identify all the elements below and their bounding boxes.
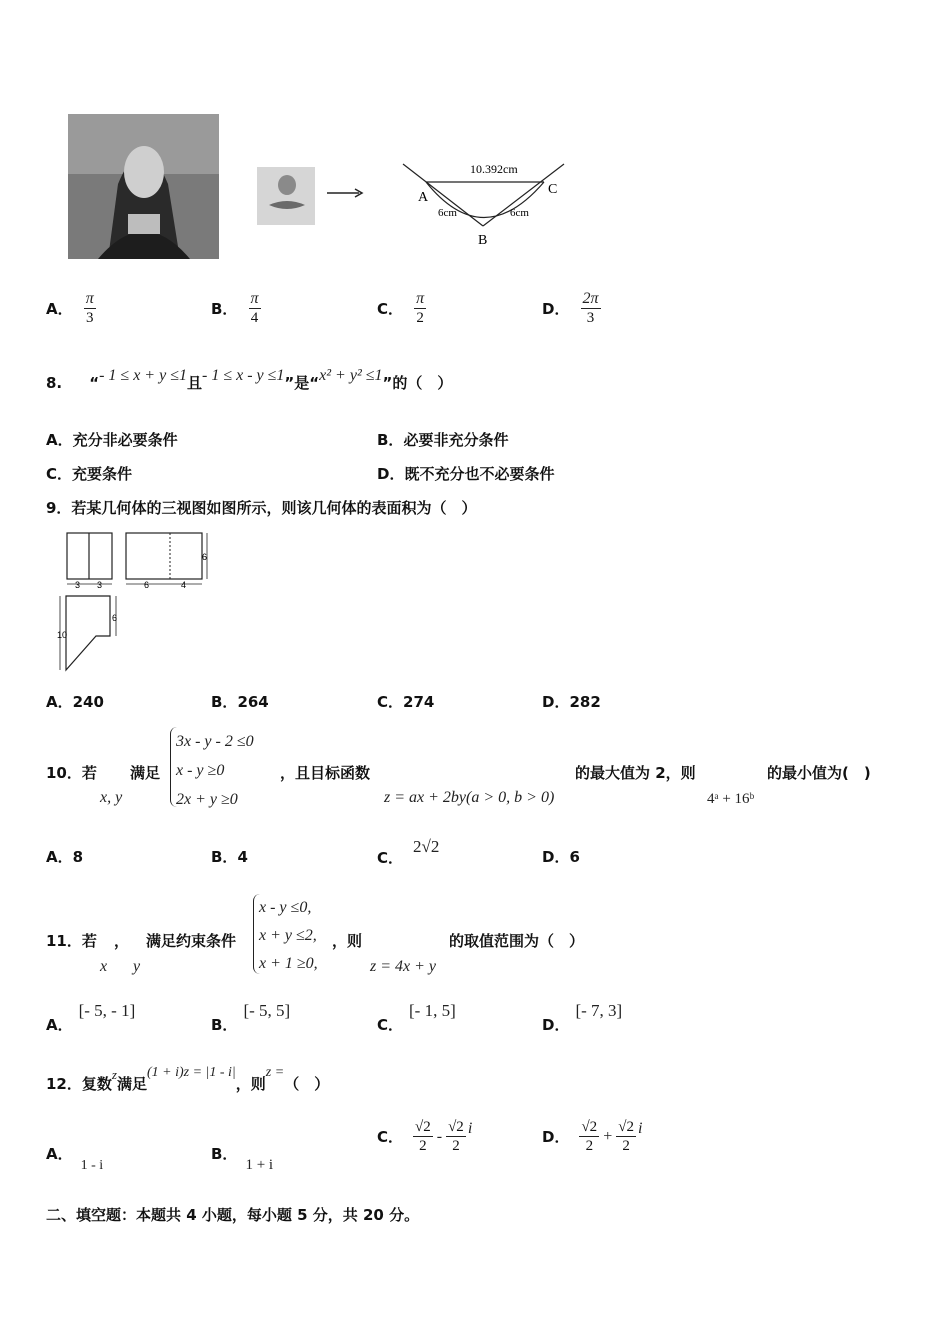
condition-1: - 1 ≤ x + y ≤1 [99,367,187,384]
side-bc-label: 6cm [510,207,529,219]
numerator: 2π [582,290,599,307]
operator: + [603,1127,613,1145]
var-z: z [111,1067,117,1082]
q11-objective: z = 4x + y [370,958,437,975]
q7-option-b[interactable] [211,290,261,327]
option-text: 6 [569,848,580,866]
q7-option-a[interactable] [46,290,96,327]
q11-number: 11．若 [46,932,97,950]
mouth-closeup-image [257,167,315,225]
ask-z: z = [265,1065,285,1080]
imaginary-unit: i [467,1119,473,1137]
numerator: √2 [581,1119,598,1135]
q10-tail: 的最小值为( ) [767,764,871,782]
q10-option-a[interactable] [46,846,83,867]
q11-var-x: x [100,958,108,975]
fraction [446,1118,466,1155]
quote-close: ” [284,374,295,392]
dim-front-b: 3 [97,580,103,590]
operator: - [436,1127,443,1145]
option-text: 充分非必要条件 [72,431,178,449]
option-label: B． [211,848,238,866]
option-label: A． [46,848,73,866]
option-label: B． [211,693,238,711]
q10-option-b[interactable] [211,846,248,867]
numerator: π [416,290,425,307]
option-text: 1 - i [80,1158,104,1173]
fraction [249,290,261,327]
constraint: x - y ≤0, [259,899,312,916]
q11-option-c[interactable] [377,1000,456,1034]
fraction [579,1118,599,1155]
constraint: 2x + y ≥0 [176,791,238,808]
option-text: [- 1, 5] [409,1001,456,1020]
then-text: ，则 [235,1075,266,1093]
q8-option-a[interactable] [46,429,178,450]
q8-option-c[interactable] [46,463,132,484]
q11-system [259,894,318,978]
q11-then: ，则 [332,932,363,950]
option-label: D． [542,693,570,711]
option-text: 282 [569,693,601,711]
numerator: √2 [415,1119,431,1135]
q7-option-d[interactable] [542,290,601,327]
fraction [413,1118,433,1155]
point-b-label: B [478,233,488,248]
option-text: 1 + i [245,1157,274,1173]
denominator: 4 [250,310,259,326]
question-tail: 的（ ） [392,374,453,392]
top-length-label: 10.392cm [470,162,518,176]
option-text: [- 7, 3] [575,1001,623,1020]
option-label: D． [542,300,570,318]
conjunction: 且 [186,374,202,392]
equation: (1 + i)z = |1 - i| [146,1065,236,1080]
q9-option-c[interactable] [377,691,434,712]
option-label: D． [377,465,405,483]
q8-option-b[interactable] [377,429,508,450]
dim-top-h2: 6 [112,613,118,623]
mona-lisa-image [68,114,219,259]
quote-open: “ [309,374,320,392]
option-text: 充要条件 [72,465,133,483]
condition-2: - 1 ≤ x - y ≤1 [202,367,285,384]
q12-option-c[interactable] [377,1118,472,1155]
fraction [414,290,426,327]
imaginary-unit: i [637,1119,643,1137]
point-a-label: A [418,190,429,205]
option-text: 既不充分也不必要条件 [404,465,555,483]
q11-option-d[interactable] [542,1000,623,1034]
option-text: [- 5, - 1] [78,1001,136,1020]
option-label: A． [46,1145,73,1163]
q11-satisfy: 满足约束条件 [146,932,237,950]
option-label: B． [211,1016,238,1034]
denominator: 2 [622,1138,630,1154]
option-label: C． [377,693,404,711]
is-text: 是 [294,374,310,392]
q12-option-a[interactable] [46,1143,104,1173]
option-label: C． [377,1128,404,1146]
q10-system [176,727,254,814]
numerator: π [250,290,259,307]
numerator: √2 [448,1119,464,1135]
side-ab-label: 6cm [438,207,457,219]
option-text: 240 [72,693,104,711]
denominator: 2 [416,310,424,326]
section-heading: 二、填空题：本题共 4 小题，每小题 5 分，共 20 分。 [46,1206,420,1224]
denominator: 2 [585,1138,594,1154]
q7-option-c[interactable] [377,290,426,327]
q11-option-a[interactable] [46,1000,136,1034]
constraint: x + y ≤2, [259,927,317,944]
fraction [616,1118,636,1155]
q10-number: 10．若 [46,764,97,782]
option-label: C． [46,465,73,483]
quote-close: ” [382,374,393,392]
q12-option-b[interactable] [211,1143,274,1173]
option-label: C． [377,849,404,867]
q10-objective: z = ax + 2by(a > 0, b > 0) [384,789,555,806]
constraint: x - y ≥0 [176,762,225,779]
portrait-illustration [68,114,219,259]
q10-satisfy: 满足 [130,764,161,782]
fraction [84,290,96,327]
option-label: B． [377,431,404,449]
option-label: B． [211,300,238,318]
option-label: A． [46,431,73,449]
option-text: 必要非充分条件 [403,431,509,449]
q11-sep: ， [114,932,130,950]
option-text: 264 [237,693,269,711]
denominator: 2 [419,1138,427,1154]
option-text: 274 [403,693,435,711]
catenary-diagram [398,158,573,250]
q9-option-a[interactable] [46,691,104,712]
q12-option-d[interactable] [542,1118,642,1155]
option-label: C． [377,1016,404,1034]
quote-open: “ [89,374,100,392]
option-text: [- 5, 5] [243,1001,291,1020]
option-label: C． [377,300,404,318]
q10-option-d[interactable] [542,846,580,867]
point-c-label: C [548,182,558,197]
q10-mid: ，且目标函数 [280,764,371,782]
q10-mid2: 的最大值为 2，则 [575,764,696,782]
q11-option-b[interactable] [211,1000,291,1034]
three-view-diagram [56,530,216,678]
fraction [581,290,601,327]
dim-side-w2: 4 [181,580,187,590]
option-label: A． [46,1016,73,1034]
q8-option-d[interactable] [377,463,554,484]
option-label: D． [542,1016,570,1034]
q9-option-b[interactable] [211,691,269,712]
denominator: 2 [452,1138,460,1154]
condition-3: x² + y² ≤1 [319,367,383,384]
q10-expr: 4ᵃ + 16ᵇ [707,791,755,807]
option-label: D． [542,1128,570,1146]
q8-stem [46,367,453,393]
q10-option-c[interactable] [377,836,440,867]
q11-tail: 的取值范围为（ ） [449,932,585,950]
q12-stem [46,1060,330,1093]
option-label: B． [211,1145,238,1163]
option-text: 2√2 [413,837,440,856]
option-text: 8 [72,848,84,866]
option-text: 4 [237,848,248,866]
option-label: A． [46,693,73,711]
numerator: √2 [618,1119,634,1135]
dim-top-h1: 10 [57,630,68,640]
q10-vars: x, y [100,789,123,806]
option-label: D． [542,848,570,866]
dim-side-w1: 6 [144,580,150,590]
q9-stem: 9．若某几何体的三视图如图所示，则该几何体的表面积为（ ） [46,499,477,517]
constraint: x + 1 ≥0, [259,955,318,972]
q9-option-d[interactable] [542,691,601,712]
denominator: 3 [586,310,595,326]
mouth-illustration [257,167,315,225]
denominator: 3 [85,310,94,326]
option-label: A． [46,300,73,318]
constraint: 3x - y - 2 ≤0 [176,733,254,750]
dim-front-a: 3 [75,580,81,590]
dim-side-h: 6 [202,552,208,562]
question-number: 12．复数 [46,1075,112,1093]
question-number: 8. [46,374,63,392]
arrow-right-icon [325,186,365,200]
question-tail: （ ） [284,1075,330,1093]
numerator: π [85,290,94,307]
q11-var-y: y [133,958,141,975]
satisfy-text: 满足 [116,1075,147,1093]
